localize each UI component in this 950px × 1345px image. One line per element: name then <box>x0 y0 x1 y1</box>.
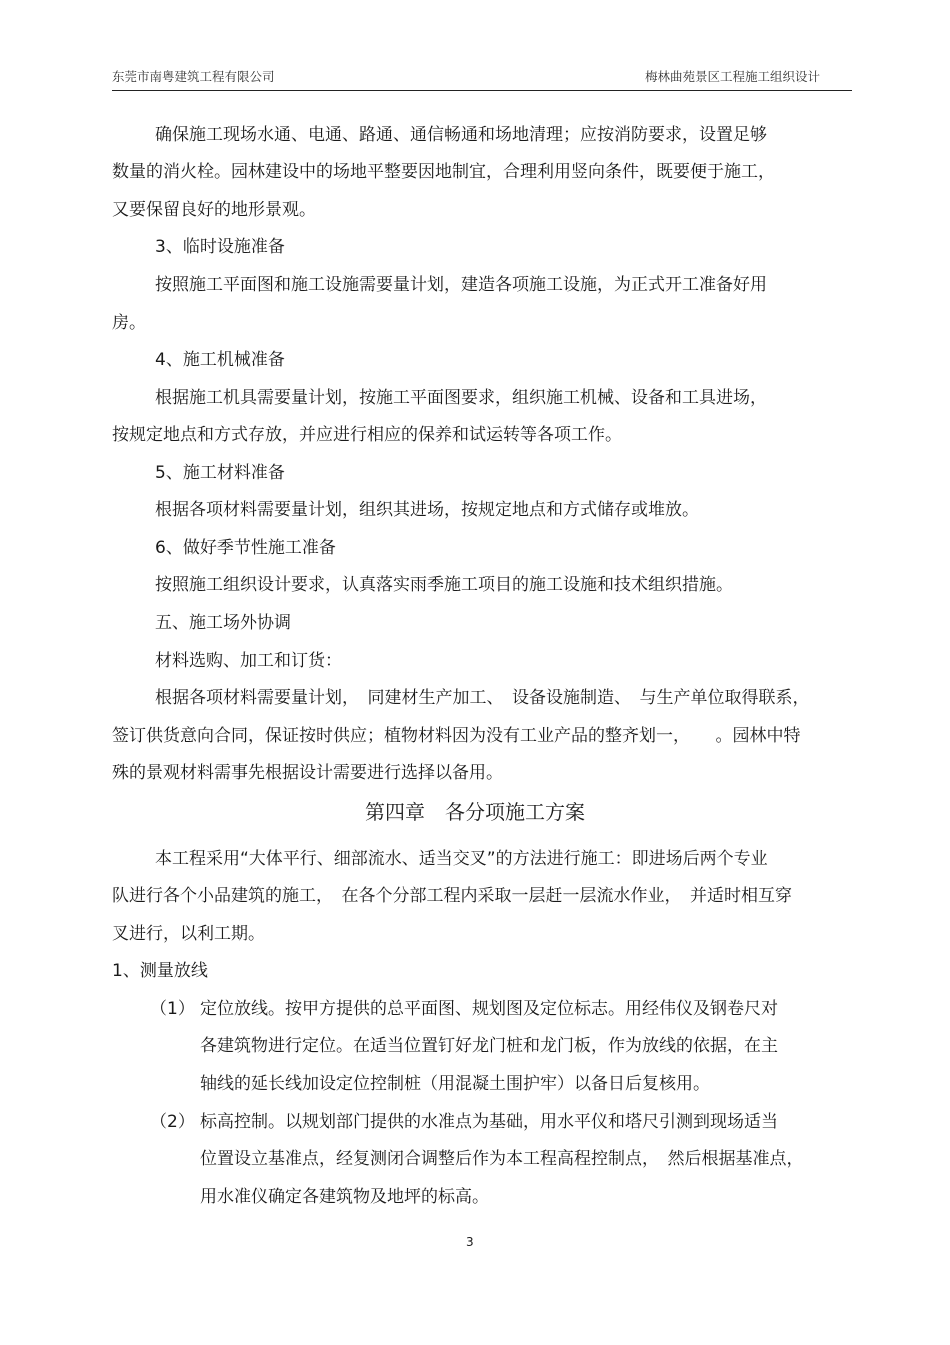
section-heading: 4、施工机械准备 <box>155 350 285 370</box>
text-line: 按照施工平面图和施工设施需要量计划，建造各项施工设施，为正式开工准备好用 <box>155 275 767 295</box>
page-number: 3 <box>466 1235 474 1249</box>
list-marker: （2） <box>150 1112 195 1132</box>
text-line: 材料选购、加工和订货： <box>155 651 342 671</box>
text-line: 殊的景观材料需事先根据设计需要进行选择以备用。 <box>112 763 503 783</box>
text-line: 又要保留良好的地形景观。 <box>112 200 316 220</box>
text-line: 叉进行，以利工期。 <box>112 924 265 944</box>
section-heading: 1、测量放线 <box>112 961 208 981</box>
text-line: 标高控制。以规划部门提供的水准点为基础，用水平仪和塔尺引测到现场适当 <box>200 1112 778 1132</box>
section-heading: 五、施工场外协调 <box>155 613 291 633</box>
section-heading: 5、施工材料准备 <box>155 463 285 483</box>
text-line: 根据各项材料需要量计划，组织其进场，按规定地点和方式储存或堆放。 <box>155 500 699 520</box>
list-marker: （1） <box>150 999 195 1019</box>
text-line: 根据施工机具需要量计划，按施工平面图要求，组织施工机械、设备和工具进场， <box>155 388 767 408</box>
header-company: 东莞市南粤建筑工程有限公司 <box>112 69 275 84</box>
text-line: 签订供货意向合同，保证按时供应；植物材料因为没有工业产品的整齐划一， 。园林中特 <box>112 726 801 746</box>
text-line: 队进行各个小品建筑的施工， 在各个分部工程内采取一层赶一层流水作业， 并适时相互穿 <box>112 886 792 906</box>
text-line: 本工程采用“大体平行、细部流水、适当交叉”的方法进行施工：即进场后两个专业 <box>155 849 768 869</box>
text-line: 确保施工现场水通、电通、路通、通信畅通和场地清理；应按消防要求，设置足够 <box>155 125 767 145</box>
section-heading: 3、临时设施准备 <box>155 237 285 257</box>
text-line: 各建筑物进行定位。在适当位置钉好龙门桩和龙门板，作为放线的依据，在主 <box>200 1036 778 1056</box>
text-line: 定位放线。按甲方提供的总平面图、规划图及定位标志。用经伟仪及钢卷尺对 <box>200 999 778 1019</box>
chapter-title: 第四章 各分项施工方案 <box>365 800 585 824</box>
page-header <box>112 67 852 91</box>
text-line: 按照施工组织设计要求，认真落实雨季施工项目的施工设施和技术组织措施。 <box>155 575 733 595</box>
text-line: 数量的消火栓。园林建设中的场地平整要因地制宜，合理利用竖向条件，既要便于施工， <box>112 162 775 182</box>
text-line: 位置设立基准点，经复测闭合调整后作为本工程高程控制点， 然后根据基准点， <box>200 1149 804 1169</box>
text-line: 按规定地点和方式存放，并应进行相应的保养和试运转等各项工作。 <box>112 425 622 445</box>
text-line: 房。 <box>112 313 146 333</box>
text-line: 根据各项材料需要量计划， 同建材生产加工、 设备设施制造、 与生产单位取得联系， <box>155 688 810 708</box>
text-line: 轴线的延长线加设定位控制桩（用混凝土围护牢）以备日后复核用。 <box>200 1074 710 1094</box>
text-line: 用水准仪确定各建筑物及地坪的标高。 <box>200 1187 489 1207</box>
header-rule <box>112 90 852 91</box>
header-doc-title: 梅林曲苑景区工程施工组织设计 <box>644 69 820 84</box>
section-heading: 6、做好季节性施工准备 <box>155 538 336 558</box>
